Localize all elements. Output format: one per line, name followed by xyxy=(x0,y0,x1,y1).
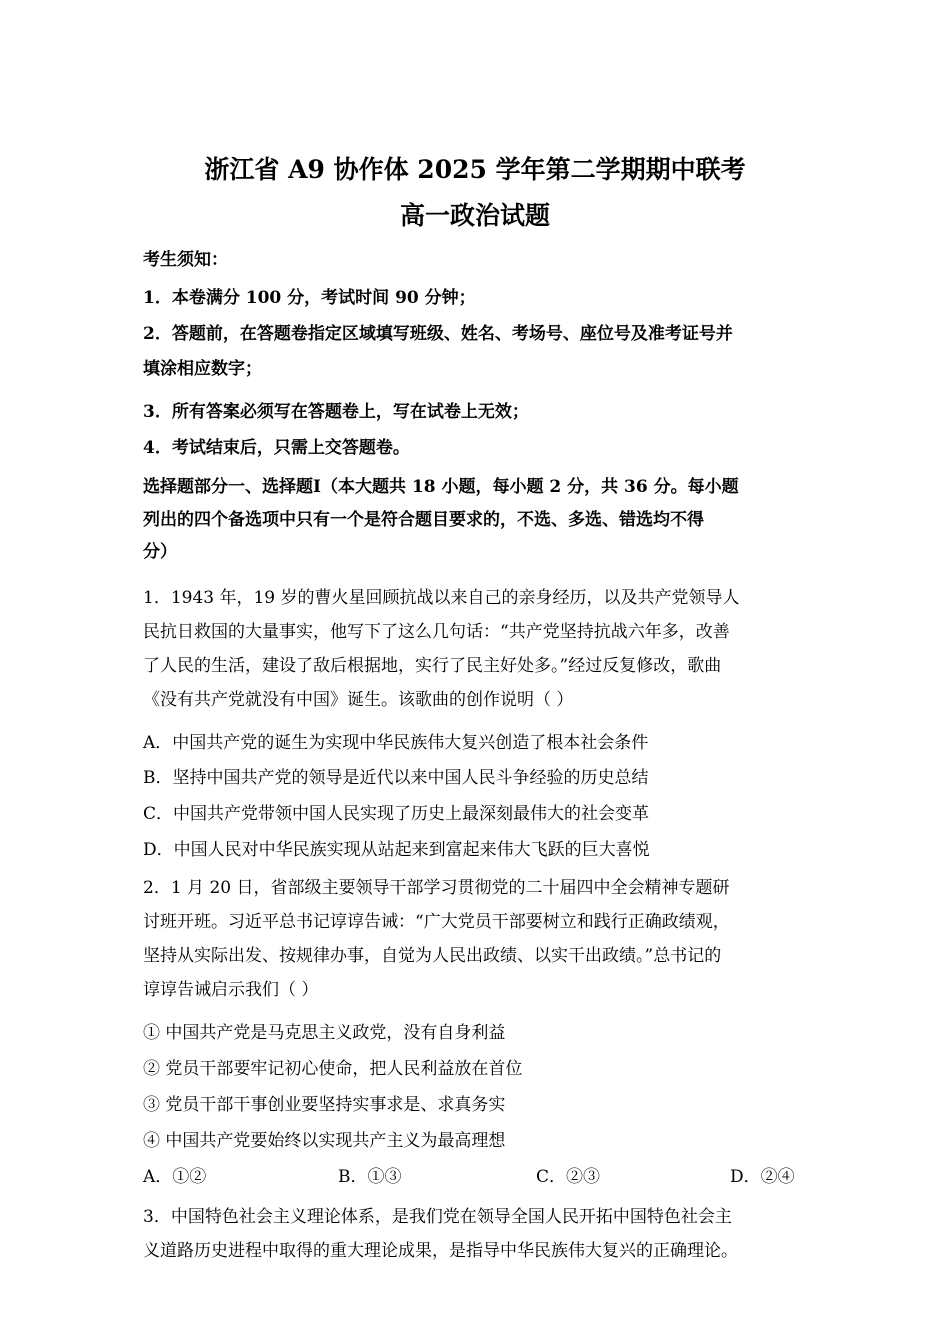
question-1-option: A．中国共产党的诞生为实现中华民族伟大复兴创造了根本社会条件 xyxy=(143,733,649,753)
question-2-statement: ③ 党员干部干事创业要坚持实事求是、求真务实 xyxy=(143,1095,506,1115)
question-2-stem: 谆谆告诫启示我们（ ） xyxy=(143,980,319,1000)
question-2-stem: 坚持从实际出发、按规律办事，自觉为人民出政绩、以实干出政绩。”总书记的 xyxy=(143,946,722,966)
question-2-stem: 讨班开班。习近平总书记谆谆告诫：“广大党员干部要树立和践行正确政绩观， xyxy=(143,912,730,932)
question-2-option-a: A．①② xyxy=(143,1167,207,1187)
question-2-options xyxy=(143,1166,813,1188)
question-2-statement: ① 中国共产党是马克思主义政党，没有自身利益 xyxy=(143,1023,506,1043)
section-header: 列出的四个备选项中只有一个是符合题目要求的，不选、多选、错选均不得 xyxy=(143,510,704,530)
exam-subtitle: 高一政治试题 xyxy=(399,201,550,230)
section-header: 选择题部分一、选择题Ⅰ（本大题共 18 小题，每小题 2 分，共 36 分。每小题 xyxy=(143,477,739,497)
question-2-option-b: B．①③ xyxy=(338,1167,402,1187)
question-3-stem: 义道路历史进程中取得的重大理论成果，是指导中华民族伟大复兴的正确理论。 xyxy=(143,1241,738,1261)
question-1-option: B．坚持中国共产党的领导是近代以来中国人民斗争经验的历史总结 xyxy=(143,768,649,788)
notice-heading: 考生须知： xyxy=(143,250,228,270)
question-1-stem: 1．1943 年，19 岁的曹火星回顾抗战以来自己的亲身经历，以及共产党领导人 xyxy=(143,588,740,608)
notice-item: 填涂相应数字； xyxy=(143,359,262,379)
question-1-stem: 了人民的生活，建设了敌后根据地，实行了民主好处多。”经过反复修改，歌曲 xyxy=(143,656,722,676)
notice-item: 2．答题前，在答题卷指定区域填写班级、姓名、考场号、座位号及准考证号并 xyxy=(143,324,733,344)
notice-item: 4．考试结束后，只需上交答题卷。 xyxy=(143,438,410,458)
question-1-stem: 民抗日救国的大量事实，他写下了这么几句话：“共产党坚持抗战六年多，改善 xyxy=(143,622,730,642)
question-1-stem: 《没有共产党就没有中国》诞生。该歌曲的创作说明（ ） xyxy=(143,690,574,710)
question-3-stem: 3．中国特色社会主义理论体系，是我们党在领导全国人民开拓中国特色社会主 xyxy=(143,1207,732,1227)
question-2-statement: ④ 中国共产党要始终以实现共产主义为最高理想 xyxy=(143,1131,506,1151)
question-2-option-c: C．②③ xyxy=(536,1167,601,1187)
notice-item: 1．本卷满分 100 分，考试时间 90 分钟； xyxy=(143,288,476,308)
question-2-statement: ② 党员干部要牢记初心使命，把人民利益放在首位 xyxy=(143,1059,523,1079)
question-2-stem: 2．1 月 20 日，省部级主要领导干部学习贯彻党的二十届四中全会精神专题研 xyxy=(143,878,730,898)
exam-title: 浙江省 A9 协作体 2025 学年第二学期期中联考 xyxy=(204,155,746,184)
question-2-option-d: D．②④ xyxy=(730,1167,795,1187)
notice-item: 3．所有答案必须写在答题卷上，写在试卷上无效； xyxy=(143,402,529,422)
section-header: 分） xyxy=(143,542,177,562)
question-1-option: C．中国共产党带领中国人民实现了历史上最深刻最伟大的社会变革 xyxy=(143,804,650,824)
question-1-option: D．中国人民对中华民族实现从站起来到富起来伟大飞跃的巨大喜悦 xyxy=(143,840,650,860)
